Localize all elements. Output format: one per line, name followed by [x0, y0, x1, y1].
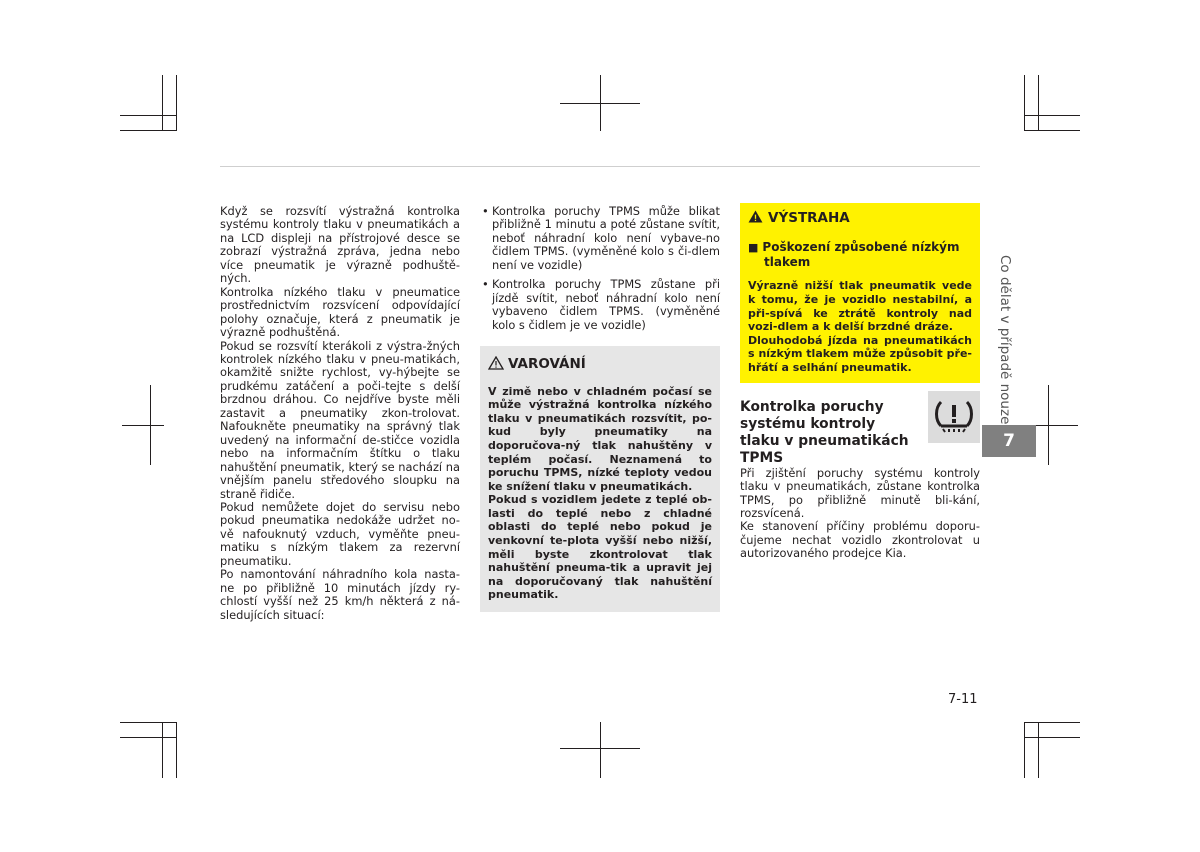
square-bullet-icon: ■ — [748, 241, 759, 255]
bullet-text: Kontrolka poruchy TPMS zůstane při jízdě svítit, neboť náhradní kolo není vybaveno čidlem TPMS. (vyměněné kolo s čidlem je ve vozidle) — [492, 277, 720, 332]
bullet-item — [480, 205, 720, 272]
chapter-title: Co dělat v případě nouze — [997, 255, 1013, 425]
caution-header — [748, 210, 972, 226]
caution-box — [740, 203, 980, 383]
paragraph: Při zjištění poruchy systému kontroly tlaku v pneumatikách, zůstane kontrolka TPMS, po přibližně minutě bli-kání, rozsvícená. — [740, 465, 980, 520]
bullet-dot-icon: • — [482, 204, 489, 218]
warning-triangle-icon — [488, 356, 504, 372]
paragraph: Ke stanovení příčiny problému doporu-čujeme nechat vozidlo zkontrolovat u autorizovaného prodejce Kia. — [740, 519, 980, 561]
paragraph: Kontrolka nízkého tlaku v pneumatice prostřednictvím rozsvícení odpovídající polohy označuje, která z pneumatik je výrazně podhuštěná. — [220, 284, 460, 340]
warning-text: V zimě nebo v chladném počasí se může výstražná kontrolka nízkého tlaku v pneumatikách rozsvítit, po-kud byly pneumatiky na doporučova-ný tlak nahuštěny v teplém počasí. Neznamená to poruchu TPMS, nízké teploty vedou ke snížení tlaku v pneumatikách. — [488, 384, 712, 493]
bullet-dot-icon: • — [482, 277, 489, 292]
warning-box — [480, 346, 720, 612]
caution-subtitle: ■ Poškození způsobené nízkým tlakem — [748, 240, 960, 270]
bullet-item — [480, 278, 720, 332]
warning-title: VAROVÁNÍ — [508, 355, 586, 372]
column-right — [740, 203, 980, 561]
paragraph: Pokud nemůžete dojet do servisu nebo pokud pneumatika nedokáže udržet no-vě nafouknutý vzduch, vyměňte pneu-matiku s nízkým tlakem za rezervní pneumatiku. — [220, 499, 460, 568]
caution-text: Dlouhodobá jízda na pneumatikách s nízkým tlakem může způsobit pře-hřátí a selhání pneumatik. — [748, 333, 972, 375]
caution-text: Výrazně nižší tlak pneumatik vede k tomu, že je vozidlo nestabilní, a při-spívá ke ztrátě kontroly nad vozi-dlem a k delší brzdné dráze. — [748, 279, 972, 334]
header-rule — [220, 166, 980, 167]
warning-header — [488, 356, 712, 372]
tpms-warning-icon — [928, 391, 980, 443]
caution-triangle-icon — [748, 210, 763, 226]
section-heading-row — [740, 399, 980, 467]
column-left — [220, 205, 460, 622]
paragraph: Po namontování náhradního kola nasta-ne po přibližně 10 minutách jízdy ry-chlostí vyšší než 25 km/h některá z ná-sledujících situací: — [220, 567, 460, 622]
paragraph: Když se rozsvítí výstražná kontrolka systému kontroly tlaku v pneumatikách a na LCD displeji na přístrojové desce se zobrazí výstražná zpráva, jedna nebo více pneumatik je výrazně podhuště-ných. — [220, 204, 460, 286]
page-number: 7-11 — [948, 692, 978, 707]
chapter-tab: 7 — [982, 425, 1036, 457]
section-title: Kontrolka poruchy systému kontroly tlaku v pneumatikách TPMS — [740, 398, 909, 466]
paragraph: Pokud se rozsvítí kterákoli z výstra-žných kontrolek nízkého tlaku v pneu-matikách, okamžitě snižte rychlost, vy-hýbejte se prudkému zatáčení a poči-tejte s delší brzdnou dráhou. Co nejdříve byste měli zastavit a pneumatiky zkon-trolovat. Nafoukněte pneumatiky na správný tlak uvedený na informační de-stičce vozidla nebo na informačním štítku o tlaku nahuštění pneumatik, který se nachází na vnějším panelu středového sloupku na straně řidiče. — [220, 338, 460, 501]
bullet-text: Kontrolka poruchy TPMS může blikat přibližně 1 minutu a poté zůstane svítit, neboť náhradní kolo není vybave-no čidlem TPMS. (vyměněné kolo s či-dlem není ve vozidle) — [492, 204, 720, 272]
caution-title: VÝSTRAHA — [768, 209, 850, 226]
warning-text: Pokud s vozidlem jedete z teplé ob-lasti do teplé nebo z chladné oblasti do teplé nebo pokud je venkovní te-plota vyšší nebo nižší, měli byste zkontrolovat tlak nahuštění pneuma-tik a upravit jej na doporučovaný tlak nahuštění pneumatik. — [488, 493, 712, 602]
column-middle — [480, 205, 720, 612]
